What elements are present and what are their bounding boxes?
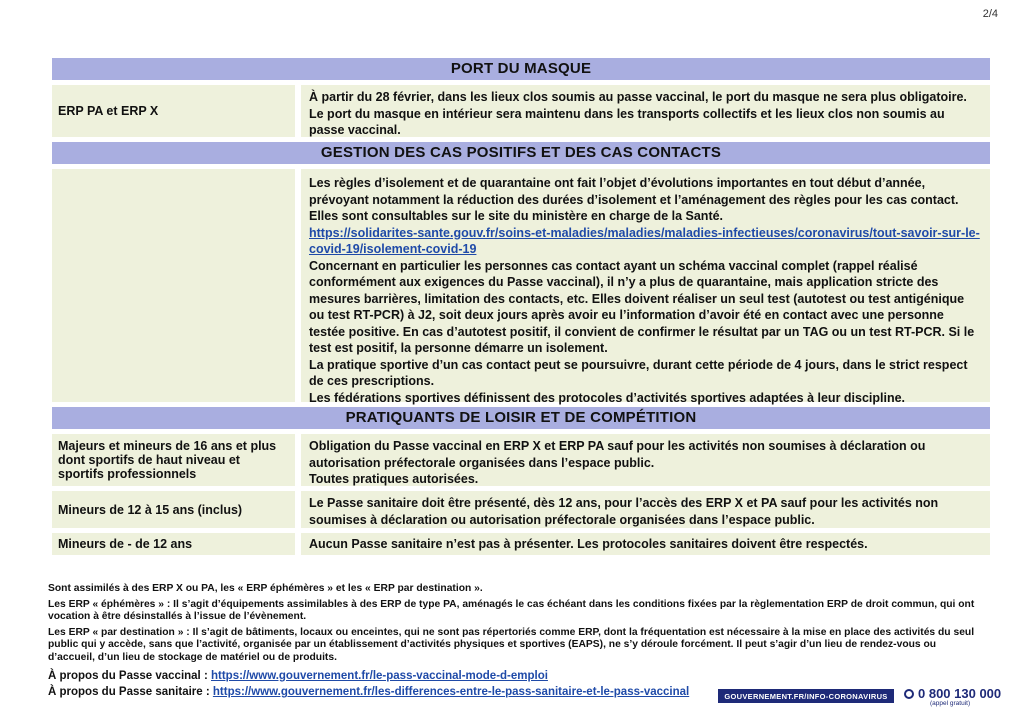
section-title-masque: PORT DU MASQUE [52, 58, 990, 80]
phone-note: (appel gratuit) [930, 700, 971, 707]
rules-table [52, 58, 990, 555]
row-label: Mineurs de - de 12 ans [52, 533, 295, 555]
paragraph: Les règles d’isolement et de quarantaine ont fait l’objet d’évolutions importantes en tout début d’année, prévoyant notamment la réduction des durées d’isolement et l’aménagement des règles pour les cas contact. Elles sont consultables sur le site du ministère en charge de la Santé. [309, 176, 959, 223]
footnote: Les ERP « éphémères » : Il s’agit d’équipements assimilables à des ERP de type PA, aménagés le cas échéant dans les conditions fixées par la règlementation ERP de droit commun, qui ont vocation à être désinstallés à l’issue de l’évènement. [48, 598, 975, 623]
section-title-gestion: GESTION DES CAS POSITIFS ET DES CAS CONTACTS [52, 142, 990, 164]
row-label: Majeurs et mineurs de 16 ans et plus dont sportifs de haut niveau et sportifs professionnels [52, 434, 295, 486]
row-label: ERP PA et ERP X [52, 85, 295, 137]
paragraph: Concernant en particulier les personnes cas contact ayant un schéma vaccinal complet (rappel réalisé conformément aux exigences du Passe vaccinal), il n’y a plus de quarantaine, mais application stricte des mesures barrières, limitation des contacts, etc. Elles doivent réaliser un seul test (autotest ou test antigénique ou test RT-PCR) à J2, soit deux jours après avoir eu l’information d’avoir été en contact avec une personne testée positive. En cas d’autotest positif, il convient de confirmer le résultat par un TAG ou un test RT-PCR. Si le test est positif, la personne démarre un isolement. [309, 258, 975, 355]
about-label: À propos du Passe vaccinal : [48, 670, 211, 682]
paragraph: Obligation du Passe vaccinal en ERP X et ERP PA sauf pour les activités non soumises à déclaration ou autorisation préfectorale organisées dans l’espace public. [309, 439, 926, 470]
phone-number: 0 800 130 000 [918, 686, 1002, 701]
about-label: À propos du Passe sanitaire : [48, 686, 213, 698]
row-content [301, 434, 990, 486]
footnotes [48, 583, 978, 668]
footnote: Sont assimilés à des ERP X ou PA, les « ERP éphémères » et les « ERP par destination ». [48, 583, 483, 594]
row-label: Mineurs de 12 à 15 ans (inclus) [52, 491, 295, 528]
row-content: Le Passe sanitaire doit être présenté, dès 12 ans, pour l’accès des ERP X et PA sauf pour les activités non soumises à déclaration ou autorisation préfectorale organisées dans l’espace public. [301, 491, 990, 528]
table-row [52, 491, 990, 528]
isolement-link[interactable]: https://solidarites-sante.gouv.fr/soins-et-maladies/maladies/maladies-infectieuses/coronavirus/tout-savoir-sur-le-covid-19/isolement-covid-19 [309, 225, 980, 256]
paragraph: La pratique sportive d’un cas contact peut se poursuivre, durant cette période de 4 jours, dans le strict respect de ces prescriptions. [309, 357, 968, 388]
table-row [52, 434, 990, 486]
gouv-banner [718, 689, 894, 703]
passe-vaccinal-link[interactable]: https://www.gouvernement.fr/le-pass-vaccinal-mode-d-emploi [210, 670, 548, 682]
paragraph: Toutes pratiques autorisées. [309, 472, 479, 486]
row-content [301, 169, 990, 405]
section-title-pratiquants: PRATIQUANTS DE LOISIR ET DE COMPÉTITION [52, 407, 990, 429]
phone-icon [904, 689, 914, 699]
table-row [52, 533, 990, 555]
about-passe-sanitaire [48, 686, 689, 698]
row-label-empty [52, 169, 295, 402]
passe-sanitaire-link[interactable]: https://www.gouvernement.fr/les-differences-entre-le-pass-sanitaire-et-le-pass-vaccinal [212, 686, 690, 698]
gouv-banner-text: GOUVERNEMENT.FR/INFO-CORONAVIRUS [724, 691, 888, 701]
row-content: À partir du 28 février, dans les lieux clos soumis au passe vaccinal, le port du masque ne sera plus obligatoire. Le port du masque en intérieur sera maintenu dans les transports collectifs et les lieux clos non soumis au passe vaccinal. [301, 85, 990, 137]
table-row [52, 85, 990, 137]
table-row [52, 169, 990, 405]
footnote: Les ERP « par destination » : Il s’agit de bâtiments, locaux ou enceintes, qui ne sont pas répertoriés comme ERP, dont la fréquentation est nécessaire à la mise en place des activités du seul public qui y accède, sans que l’activité, organisée par un établissement d’activités physiques et sportives (EAPS), ne s’y déroule forcément. Il peut s’agir d’un lieu de rendez-vous ou d’accueil, d’un lieu de stockage de matériel ou de produits. [48, 626, 975, 663]
row-content: Aucun Passe sanitaire n’est pas à présenter. Les protocoles sanitaires doivent être respectés. [301, 533, 990, 555]
page-number: 2/4 [982, 8, 998, 20]
paragraph: Les fédérations sportives définissent des protocoles d’activités sportives adaptées à leur discipline. [309, 390, 906, 405]
about-passe-vaccinal [48, 670, 548, 682]
